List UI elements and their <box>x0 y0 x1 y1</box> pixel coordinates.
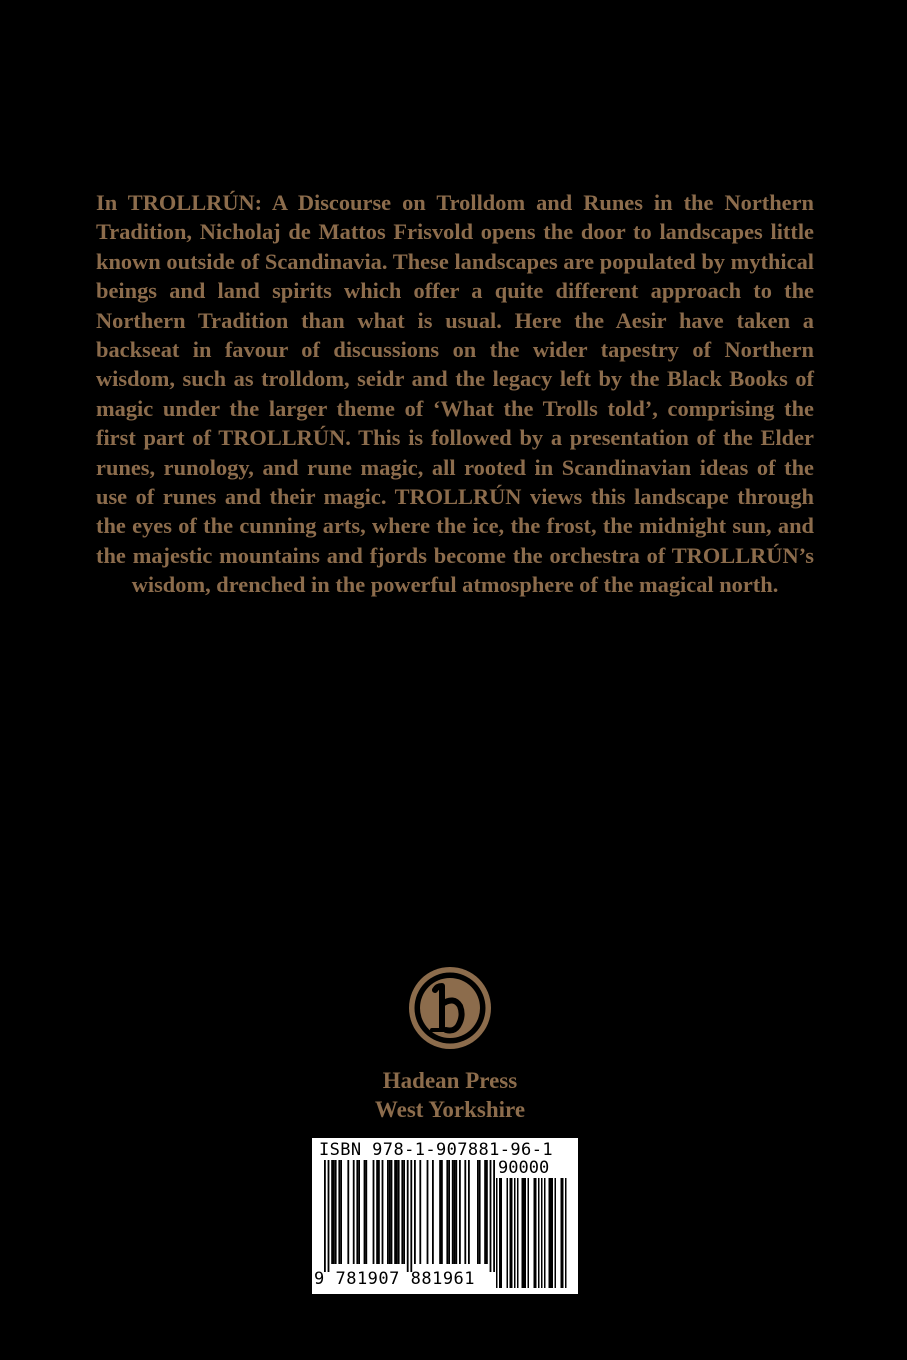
barcode-bar <box>394 1160 396 1264</box>
addon-bar <box>561 1178 563 1288</box>
addon-bar <box>514 1178 516 1288</box>
barcode-bar <box>446 1160 448 1264</box>
barcode-bar <box>373 1160 375 1264</box>
addon-bar <box>522 1178 524 1288</box>
ean-digits: 9 781907 881961 <box>314 1269 476 1289</box>
addon-bar <box>525 1178 527 1288</box>
addon-bar <box>538 1178 540 1288</box>
addon-bar <box>534 1178 536 1288</box>
barcode-bar <box>333 1160 335 1264</box>
barcode-bar <box>382 1160 384 1264</box>
barcode-bar <box>432 1160 434 1264</box>
barcode-bar <box>356 1160 358 1264</box>
addon-bar <box>510 1178 512 1288</box>
barcode-bar <box>328 1160 330 1272</box>
barcode-bar <box>486 1160 488 1264</box>
addon-bar <box>507 1178 509 1288</box>
barcode-bar <box>365 1160 367 1264</box>
barcode-bar <box>358 1160 360 1264</box>
isbn-barcode <box>312 1138 578 1294</box>
barcode-bar <box>479 1160 481 1264</box>
publisher-name: Hadean Press <box>382 1068 518 1093</box>
isbn-label: ISBN 978-1-907881-96-1 <box>319 1140 553 1160</box>
addon-bar <box>511 1178 513 1288</box>
barcode-bar <box>340 1160 342 1264</box>
barcode-bar <box>459 1160 461 1264</box>
barcode-bar <box>403 1160 405 1264</box>
addon-bar <box>517 1178 519 1288</box>
addon-bar <box>549 1178 551 1288</box>
barcode-bar <box>410 1160 412 1272</box>
barcode-bar <box>338 1160 340 1264</box>
barcode-bar <box>353 1160 355 1264</box>
barcode-bar <box>490 1160 492 1272</box>
barcode-bar <box>389 1160 391 1264</box>
barcode-bar <box>468 1160 470 1264</box>
barcode-bar <box>419 1160 421 1264</box>
addon-bar <box>501 1178 503 1288</box>
hadean-press-logo-icon <box>408 966 492 1050</box>
barcode-bar <box>387 1160 389 1264</box>
barcode-bar <box>454 1160 456 1264</box>
barcode-bar <box>378 1160 380 1264</box>
addon-bar <box>544 1178 546 1288</box>
barcode-bar <box>427 1160 429 1264</box>
addon-bar <box>552 1178 554 1288</box>
barcode-bar <box>331 1160 333 1264</box>
barcode-bar <box>439 1160 441 1264</box>
addon-bar <box>523 1178 525 1288</box>
addon-bar <box>565 1178 567 1288</box>
addon-bar <box>528 1178 530 1288</box>
barcode-bar <box>376 1160 378 1264</box>
addon-bar <box>535 1178 537 1288</box>
barcode-bar <box>396 1160 398 1264</box>
barcode-bar <box>324 1160 326 1272</box>
addon-bar <box>562 1178 564 1288</box>
barcode-bar <box>441 1160 443 1264</box>
price-code: 90000 <box>498 1158 550 1178</box>
addon-bar <box>550 1178 552 1288</box>
barcode-bar <box>448 1160 450 1264</box>
barcode-bar <box>414 1160 416 1264</box>
barcode-bar <box>484 1160 486 1264</box>
barcode-bar <box>364 1160 366 1264</box>
blurb-text: In TROLLRÚN: A Discourse on Trolldom and Runes in the Northern Tradition, Nicholaj de Mattos Frisvold opens the door to landscapes little known outside of Scandinavia. These landscapes are populated by mythical beings and land spirits which offer a quite different approach to the Northern Tradition than what is usual. Here the Aesir have taken a backseat in favour of discussions on the wider tapestry of Northern wisdom, such as trolldom, seidr and the legacy left by the Black Books of magic under the larger theme of ‘What the Trolls told’, comprising the first part of TROLLRÚN. This is followed by a presentation of the Elder runes, runology, and rune magic, all rooted in Scandinavian ideas of the use of runes and their magic. TROLLRÚN views this landscape through the eyes of the cunning arts, where the ice, the frost, the midnight sun, and the majestic mountains and fjords become the orchestra of TROLLRÚN’s wisdom, drenched in the powerful atmosphere of the magical north. <box>96 190 814 598</box>
addon-bar <box>496 1178 498 1288</box>
publisher-location: West Yorkshire <box>374 1097 526 1122</box>
barcode-bar <box>452 1160 454 1264</box>
barcode-bar <box>347 1160 349 1264</box>
barcode-bar <box>391 1160 393 1264</box>
addon-bar <box>555 1178 557 1288</box>
barcode-bar <box>398 1160 400 1264</box>
barcode-bar <box>493 1160 495 1272</box>
barcode-bar <box>455 1160 457 1264</box>
addon-bar <box>499 1178 501 1288</box>
barcode-bar <box>407 1160 409 1272</box>
barcode-bar <box>401 1160 403 1264</box>
addon-bar <box>541 1178 543 1288</box>
barcode-bar <box>335 1160 337 1264</box>
barcode-bar <box>464 1160 466 1264</box>
barcode-bar <box>477 1160 479 1264</box>
